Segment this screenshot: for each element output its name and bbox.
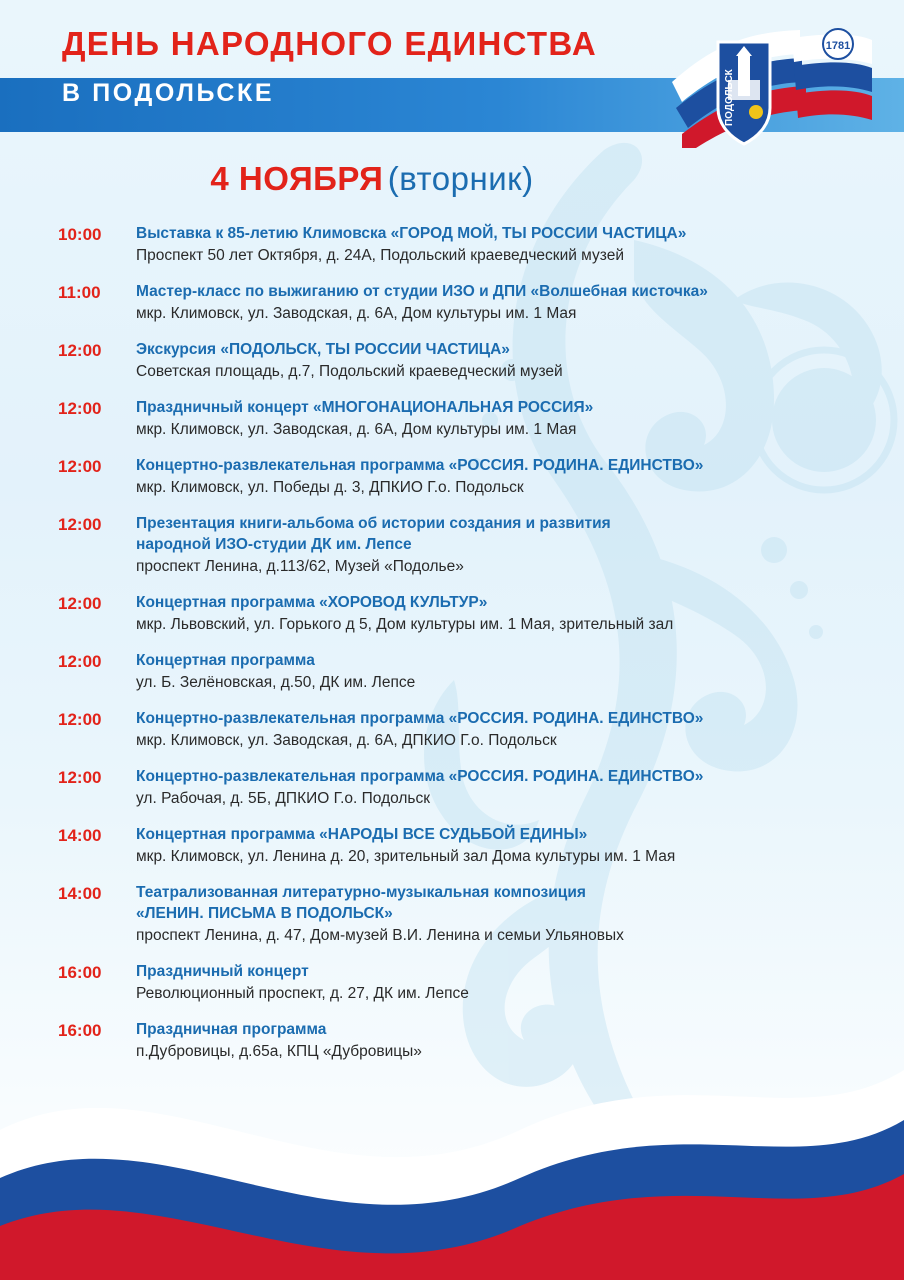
event-body xyxy=(136,708,864,752)
date-day: 4 НОЯБРЯ xyxy=(210,160,384,197)
list-item xyxy=(58,1019,864,1063)
event-place: Революционный проспект, д. 27, ДК им. Лепсе xyxy=(136,985,469,1002)
event-title: Театрализованная литературно-музыкальная композиция xyxy=(136,884,586,901)
event-body xyxy=(136,592,864,636)
event-time: 11:00 xyxy=(58,283,101,302)
event-place: мкр. Климовск, ул. Заводская, д. 6А, Дом культуры им. 1 Мая xyxy=(136,421,577,438)
event-title: Концертная программа «ХОРОВОД КУЛЬТУР» xyxy=(136,594,488,611)
event-title-line2: народной ИЗО-студии ДК им. Лепсе xyxy=(136,536,412,553)
event-time: 12:00 xyxy=(58,399,102,418)
event-place: ул. Б. Зелёновская, д.50, ДК им. Лепсе xyxy=(136,674,416,691)
list-item xyxy=(58,513,864,578)
event-place: проспект Ленина, д. 47, Дом-музей В.И. Ленина и семьи Ульяновых xyxy=(136,927,624,944)
event-body xyxy=(136,766,864,810)
event-place: Советская площадь, д.7, Подольский краеведческий музей xyxy=(136,363,563,380)
event-body xyxy=(136,455,864,499)
event-time: 14:00 xyxy=(58,826,102,845)
page-subtitle: В ПОДОЛЬСКЕ xyxy=(62,79,275,108)
event-place: мкр. Климовск, ул. Заводская, д. 6А, Дом культуры им. 1 Мая xyxy=(136,305,577,322)
event-title: Праздничный концерт «МНОГОНАЦИОНАЛЬНАЯ РОССИЯ» xyxy=(136,399,594,416)
event-body xyxy=(136,650,864,694)
event-time: 10:00 xyxy=(58,225,102,244)
list-item xyxy=(58,592,864,636)
event-title: Презентация книги-альбома об истории создания и развития xyxy=(136,515,611,532)
event-title: Праздничная программа xyxy=(136,1021,327,1038)
event-body xyxy=(136,223,864,267)
list-item xyxy=(58,882,864,947)
event-body xyxy=(136,824,864,868)
event-time: 12:00 xyxy=(58,457,102,476)
event-place: п.Дубровицы, д.65а, КПЦ «Дубровицы» xyxy=(136,1043,422,1060)
list-item xyxy=(58,281,864,325)
date-line xyxy=(0,160,904,198)
event-time: 12:00 xyxy=(58,768,102,787)
event-body xyxy=(136,1019,864,1063)
list-item xyxy=(58,455,864,499)
list-item xyxy=(58,766,864,810)
event-body xyxy=(136,339,864,383)
event-body xyxy=(136,882,864,947)
date-weekday: (вторник) xyxy=(387,160,534,197)
event-time: 14:00 xyxy=(58,884,102,903)
event-place: мкр. Климовск, ул. Победы д. 3, ДПКИО Г.о. Подольск xyxy=(136,479,524,496)
event-title-line2: «ЛЕНИН. ПИСЬМА В ПОДОЛЬСК» xyxy=(136,905,393,922)
list-item xyxy=(58,961,864,1005)
list-item xyxy=(58,223,864,267)
event-title: Концертная программа «НАРОДЫ ВСЕ СУДЬБОЙ ЕДИНЫ» xyxy=(136,826,588,843)
event-body xyxy=(136,513,864,578)
event-place: мкр. Климовск, ул. Заводская, д. 6А, ДПКИО Г.о. Подольск xyxy=(136,732,557,749)
list-item xyxy=(58,339,864,383)
event-title: Выставка к 85-летию Климовска «ГОРОД МОЙ, ТЫ РОССИИ ЧАСТИЦА» xyxy=(136,225,687,242)
event-time: 12:00 xyxy=(58,652,102,671)
event-time: 16:00 xyxy=(58,963,102,982)
list-item xyxy=(58,708,864,752)
event-title: Концертно-развлекательная программа «РОССИЯ. РОДИНА. ЕДИНСТВО» xyxy=(136,710,704,727)
event-time: 12:00 xyxy=(58,594,102,613)
event-place: мкр. Климовск, ул. Ленина д. 20, зрительный зал Дома культуры им. 1 Мая xyxy=(136,848,676,865)
event-body xyxy=(136,281,864,325)
event-time: 16:00 xyxy=(58,1021,102,1040)
event-title: Мастер-класс по выжиганию от студии ИЗО и ДПИ «Волшебная кисточка» xyxy=(136,283,708,300)
podolsk-emblem-icon xyxy=(672,24,872,148)
event-title: Концертная программа xyxy=(136,652,315,669)
emblem-year: 1781 xyxy=(825,40,851,52)
event-title: Праздничный концерт xyxy=(136,963,309,980)
event-title: Экскурсия «ПОДОЛЬСК, ТЫ РОССИИ ЧАСТИЦА» xyxy=(136,341,510,358)
event-place: мкр. Львовский, ул. Горького д 5, Дом культуры им. 1 Мая, зрительный зал xyxy=(136,616,674,633)
event-title: Концертно-развлекательная программа «РОССИЯ. РОДИНА. ЕДИНСТВО» xyxy=(136,457,704,474)
event-time: 12:00 xyxy=(58,710,102,729)
event-body xyxy=(136,961,864,1005)
list-item xyxy=(58,397,864,441)
schedule-list xyxy=(0,223,904,1077)
event-place: ул. Рабочая, д. 5Б, ДПКИО Г.о. Подольск xyxy=(136,790,431,807)
event-body xyxy=(136,397,864,441)
list-item xyxy=(58,650,864,694)
event-time: 12:00 xyxy=(58,515,102,534)
event-place: проспект Ленина, д.113/62, Музей «Подолье» xyxy=(136,558,464,575)
event-place: Проспект 50 лет Октября, д. 24А, Подольский краеведческий музей xyxy=(136,247,624,264)
list-item xyxy=(58,824,864,868)
event-title: Концертно-развлекательная программа «РОССИЯ. РОДИНА. ЕДИНСТВО» xyxy=(136,768,704,785)
emblem-city-label: ПОДОЛЬСК xyxy=(724,69,735,126)
page-title: ДЕНЬ НАРОДНОГО ЕДИНСТВА xyxy=(62,25,597,62)
event-time: 12:00 xyxy=(58,341,102,360)
